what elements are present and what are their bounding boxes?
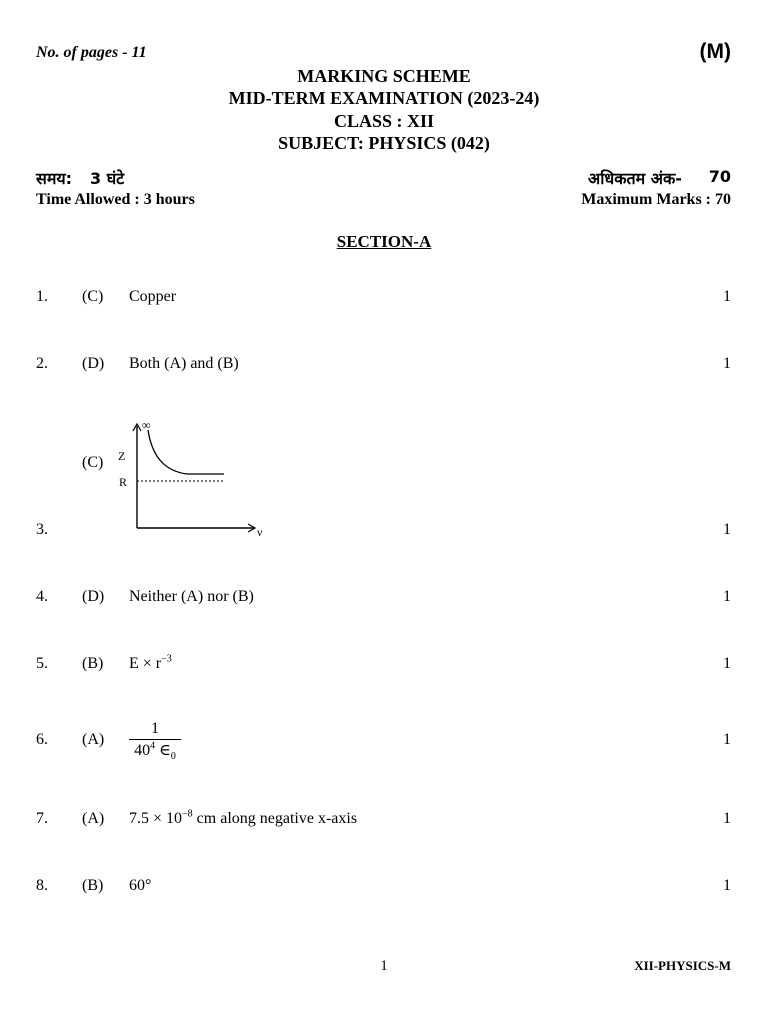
marks: 1: [723, 288, 731, 305]
answer-option: (D): [82, 355, 105, 372]
marks: 1: [723, 877, 731, 894]
answer-text: 60°: [129, 877, 152, 894]
question-number: 5.: [36, 655, 48, 672]
marks: 1: [723, 355, 731, 372]
impedance-curve: [148, 430, 224, 474]
answer-option: (D): [82, 588, 105, 605]
denominator-subscript: 0: [170, 751, 176, 763]
answer-exponent: −3: [161, 653, 172, 665]
time-hindi-value: 3 घंटे: [90, 169, 125, 188]
y-axis-label: Z: [118, 449, 126, 463]
marks: 1: [723, 731, 731, 748]
x-axis-label: ν: [257, 525, 263, 539]
question-number: 3.: [36, 521, 48, 538]
exam-title: MID-TERM EXAMINATION (2023-24): [228, 88, 540, 108]
marks: 1: [723, 588, 731, 605]
infinity-label: ∞: [142, 418, 151, 432]
answer-base: E × r: [129, 655, 162, 672]
section-heading: SECTION-A: [336, 232, 432, 251]
set-code: (M): [699, 40, 731, 63]
question-number: 6.: [36, 731, 48, 748]
class-title: CLASS : XII: [333, 111, 435, 131]
fraction-denominator: [129, 740, 181, 763]
time-allowed: Time Allowed : 3 hours: [36, 191, 195, 208]
answer-base: 7.5 × 10: [129, 810, 183, 827]
marks: 1: [723, 655, 731, 672]
answer-option: (A): [82, 810, 105, 827]
answer-option: (B): [82, 655, 104, 672]
answer-option: (A): [82, 731, 105, 748]
doc-title: MARKING SCHEME: [297, 66, 471, 86]
marks-hindi-label: अधिकतम अंक-: [588, 169, 682, 188]
answer-text: [129, 810, 357, 828]
marks-hindi-value: 70: [708, 167, 731, 186]
answer-text: [129, 655, 172, 673]
answer-text: Neither (A) nor (B): [129, 588, 254, 605]
footer-code: XII-PHYSICS-M: [634, 958, 731, 973]
fraction-answer: [129, 719, 181, 763]
question-number: 1.: [36, 288, 48, 305]
marks: 1: [723, 810, 731, 827]
question-number: 8.: [36, 877, 48, 894]
answer-exponent: −8: [182, 808, 193, 820]
answer-option: (C): [82, 454, 104, 471]
page-count: No. of pages - 11: [36, 44, 147, 61]
denominator-base: 40: [134, 742, 151, 759]
answer-rest: cm along negative x-axis: [192, 810, 358, 827]
fraction-numerator: 1: [151, 720, 159, 737]
question-number: 7.: [36, 810, 48, 827]
subject-title: SUBJECT: PHYSICS (042): [278, 133, 490, 153]
question-number: 2.: [36, 355, 48, 372]
answer-option: (B): [82, 877, 104, 894]
page-number: 1: [380, 958, 388, 974]
answer-option: (C): [82, 288, 104, 305]
maximum-marks: Maximum Marks : 70: [581, 191, 731, 208]
marks: 1: [723, 521, 731, 538]
answer-text: Copper: [129, 288, 177, 305]
time-hindi-label: समय:: [36, 169, 73, 188]
impedance-frequency-graph: [112, 416, 272, 542]
denominator-epsilon: ∈: [155, 742, 171, 759]
r-label: R: [119, 475, 128, 489]
question-number: 4.: [36, 588, 48, 605]
denominator-exponent: 4: [150, 740, 156, 752]
answer-text: Both (A) and (B): [129, 355, 239, 372]
